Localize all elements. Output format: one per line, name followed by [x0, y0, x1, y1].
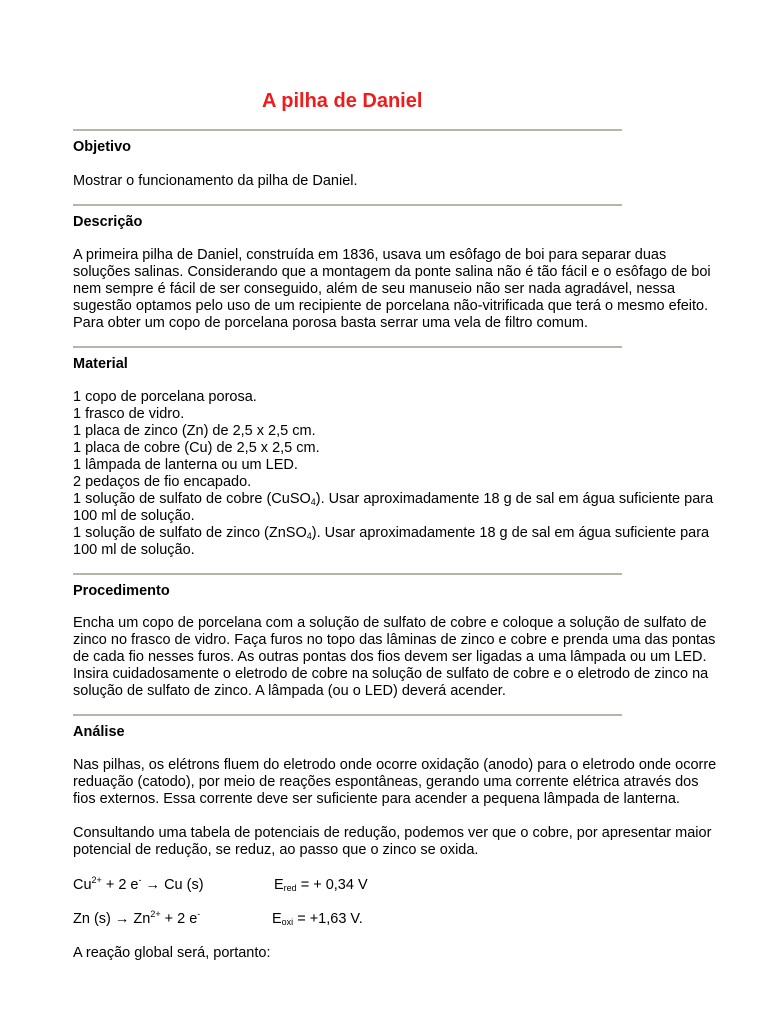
section-divider	[73, 714, 622, 716]
eq-potential-symbol: E	[274, 877, 284, 893]
eq-potential-value: = + 0,34 V	[296, 877, 368, 893]
eq-term: Zn (s)	[73, 911, 111, 927]
descricao-text	[73, 247, 763, 332]
procedimento-line: de cada fio nesses furos. As outras pontas dos fios devem ser ligadas a uma lâmpada ou um LED.	[73, 649, 707, 665]
equation-copper-half-reaction	[73, 877, 204, 894]
material-item-cuso4	[73, 491, 763, 508]
section-divider	[73, 129, 622, 131]
procedimento-line: solução de sulfato de zinco. A lâmpada (ou o LED) deverá acender.	[73, 683, 506, 699]
descricao-line: Para obter um copo de porcelana porosa basta serrar uma vela de filtro comum.	[73, 315, 589, 331]
eq-potential-symbol: E	[272, 911, 282, 927]
page-title: A pilha de Daniel	[262, 90, 423, 112]
cuso4-text-rest: ). Usar aproximadamente 18 g de sal em água suficiente para	[315, 491, 714, 507]
material-item: 1 lâmpada de lanterna ou um LED.	[73, 457, 298, 473]
analise-paragraph-2	[73, 825, 763, 859]
descricao-line: soluções salinas. Considerando que a montagem da ponte salina não é tão fácil e o esôfago de boi	[73, 264, 711, 280]
eq-term: Cu (s)	[164, 877, 204, 893]
heading-material: Material	[73, 356, 128, 372]
material-item: 1 frasco de vidro.	[73, 406, 185, 422]
analise-line: potencial de redução, se reduz, ao passo que o zinco se oxida.	[73, 842, 479, 858]
cuso4-text: 1 solução de sulfato de cobre (CuSO	[73, 491, 311, 507]
eq-superscript: -	[138, 875, 142, 885]
heading-objetivo: Objetivo	[73, 139, 132, 155]
eq-potential-value: = +1,63 V.	[293, 911, 363, 927]
section-divider	[73, 204, 622, 206]
eq-subscript: oxi	[281, 917, 294, 927]
procedimento-line: Insira cuidadosamente o eletrodo de cobre na solução de sulfato de cobre e o eletrodo de zinco na	[73, 666, 709, 682]
eq-subscript: red	[283, 883, 297, 893]
heading-procedimento: Procedimento	[73, 583, 170, 599]
eq-term: + 2 e	[160, 911, 198, 927]
section-divider	[73, 346, 622, 348]
objetivo-text: Mostrar o funcionamento da pilha de Daniel.	[73, 173, 358, 189]
analise-line: reduação (catodo), por meio de reações espontâneas, gerando uma corrente elétrica através dos	[73, 774, 699, 790]
procedimento-text	[73, 615, 763, 700]
eq-superscript: -	[197, 909, 201, 919]
cuso4-subscript: 4	[310, 497, 316, 507]
reaction-arrow-icon: →	[141, 877, 165, 893]
equation-copper-potential	[274, 877, 368, 894]
eq-superscript: 2+	[150, 909, 161, 919]
eq-term: Cu	[73, 877, 92, 893]
analise-closing: A reação global será, portanto:	[73, 945, 271, 961]
znso4-subscript: 4	[306, 531, 312, 541]
material-item: 2 pedaços de fio encapado.	[73, 474, 252, 490]
eq-term: + 2 e	[101, 877, 139, 893]
equation-zinc-half-reaction	[73, 911, 200, 928]
descricao-line: nem sempre é fácil de ser conseguido, além de seu manuseio não ser nada agradável, nessa	[73, 281, 676, 297]
analise-line: Nas pilhas, os elétrons fluem do eletrodo onde ocorre oxidação (anodo) para o eletrodo onde ocorre	[73, 757, 717, 773]
descricao-line: A primeira pilha de Daniel, construída em 1836, usava um esôfago de boi para separar duas	[73, 247, 667, 263]
znso4-text-rest: ). Usar aproximadamente 18 g de sal em água suficiente para	[311, 525, 710, 541]
znso4-text: 1 solução de sulfato de zinco (ZnSO	[73, 525, 307, 541]
material-item-znso4-cont: 100 ml de solução.	[73, 542, 195, 558]
descricao-line: sugestão optamos pelo uso de um recipiente de porcelana não-vitrificada que terá o mesmo efeito.	[73, 298, 709, 314]
analise-paragraph-1	[73, 757, 763, 808]
heading-analise: Análise	[73, 724, 125, 740]
material-list	[73, 389, 763, 559]
material-item: 1 placa de zinco (Zn) de 2,5 x 2,5 cm.	[73, 423, 316, 439]
heading-descricao: Descrição	[73, 214, 143, 230]
eq-term: Zn	[133, 911, 151, 927]
equation-zinc-potential	[272, 911, 363, 928]
section-divider	[73, 573, 622, 575]
analise-line: Consultando uma tabela de potenciais de redução, podemos ver que o cobre, por apresentar maior	[73, 825, 712, 841]
material-item: 1 copo de porcelana porosa.	[73, 389, 257, 405]
procedimento-line: zinco no frasco de vidro. Faça furos no topo das lâminas de zinco e cobre e prenda uma das pontas	[73, 632, 716, 648]
material-item-cuso4-cont: 100 ml de solução.	[73, 508, 195, 524]
eq-superscript: 2+	[91, 875, 102, 885]
procedimento-line: Encha um copo de porcelana com a solução de sulfato de cobre e coloque a solução de sulfato de	[73, 615, 707, 631]
material-item: 1 placa de cobre (Cu) de 2,5 x 2,5 cm.	[73, 440, 320, 456]
analise-line: fios externos. Essa corrente deve ser suficiente para acender a pequena lâmpada de lanterna.	[73, 791, 680, 807]
material-item-znso4	[73, 525, 763, 542]
reaction-arrow-icon: →	[110, 911, 134, 927]
